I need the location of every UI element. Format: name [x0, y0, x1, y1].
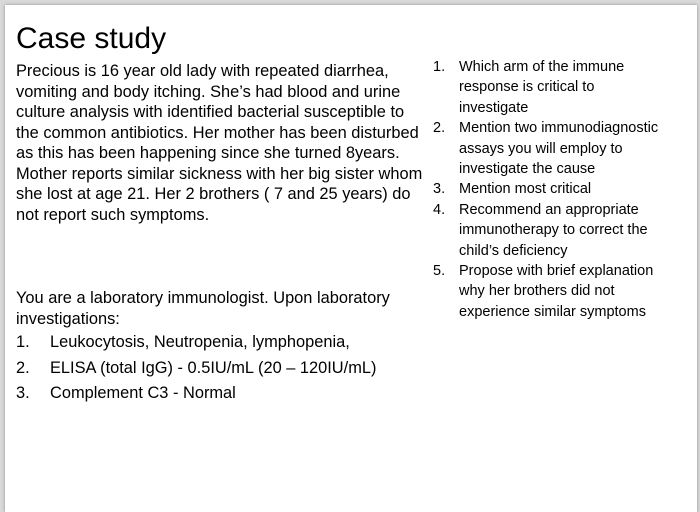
question-number: 1. — [433, 59, 446, 75]
question-item — [433, 200, 663, 261]
question-number: 4. — [433, 201, 446, 218]
finding-number: 3. — [16, 384, 30, 402]
question-item — [433, 118, 663, 179]
case-description: Precious is 16 year old lady with repeated diarrhea, vomiting and body itching. She’s had blood and urine culture analysis with identified bacterial susceptible to the common antibiotics. Her mother has been disturbed as this has been happening since she turned 8years. Mother reports similar sickness with her big sister whom she lost at age 21. Her 2 brothers ( 7 and 25 years) do not report such symptoms. — [16, 62, 423, 224]
lab-intro: You are a laboratory immunologist. Upon laboratory investigations: — [16, 289, 390, 328]
finding-number: 2. — [16, 358, 30, 377]
finding-item — [16, 358, 428, 379]
question-number: 2. — [433, 120, 446, 137]
finding-text: ELISA (total IgG) - 0.5IU/mL (20 – 120IU/mL) — [50, 358, 377, 377]
question-number: 5. — [433, 263, 446, 280]
slide-title: Case study — [16, 22, 167, 55]
finding-item — [16, 383, 428, 404]
question-text: Propose with brief explanation why her brothers did not experience similar symptoms — [459, 263, 654, 320]
question-item — [433, 261, 663, 322]
lab-findings-section — [16, 288, 428, 409]
finding-text: Complement C3 - Normal — [50, 384, 236, 402]
finding-number: 1. — [16, 333, 30, 351]
questions-list — [433, 57, 663, 322]
question-item — [433, 57, 663, 118]
question-number: 3. — [433, 181, 446, 198]
finding-item — [16, 332, 428, 353]
question-item — [433, 179, 663, 199]
findings-list — [16, 332, 428, 404]
question-text: Mention most critical — [459, 181, 592, 198]
question-text: Mention two immunodiagnostic assays you will employ to investigate the cause — [459, 120, 659, 178]
slide — [5, 5, 697, 512]
finding-text: Leukocytosis, Neutropenia, lymphopenia, — [50, 333, 350, 351]
question-text: Recommend an appropriate immunotherapy to correct the child’s deficiency — [459, 201, 648, 259]
question-text: Which arm of the immune response is critical to investigate — [459, 59, 625, 116]
